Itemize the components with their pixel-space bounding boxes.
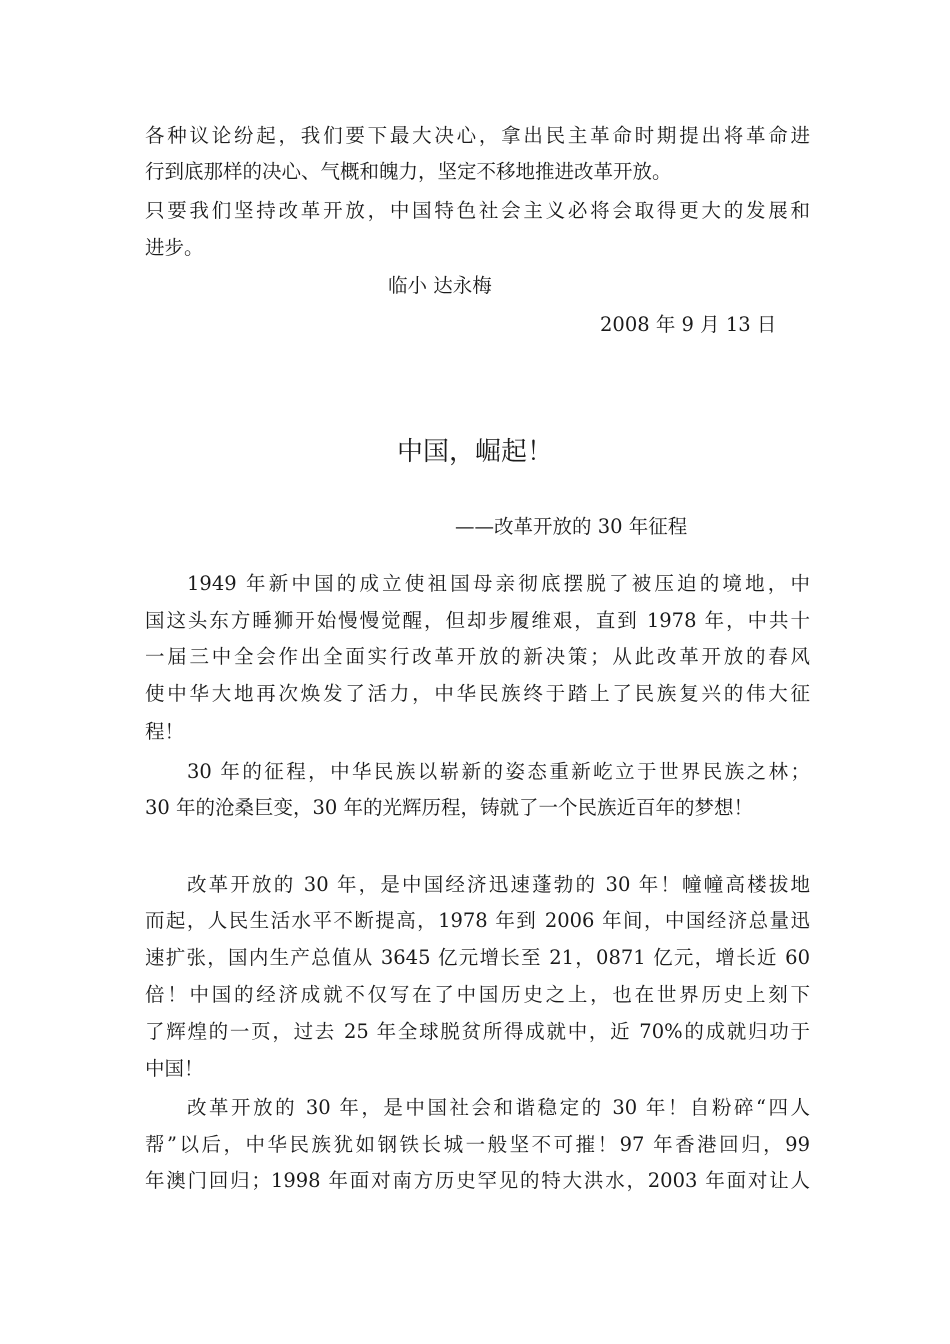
- essay-subtitle: ——改革开放的 30 年征程: [455, 515, 688, 538]
- intro-line-2: 行到底那样的决心、气概和魄力，坚定不移地推进改革开放。: [145, 160, 672, 183]
- paragraph4-line-3: 年澳门回归；1998 年面对南方历史罕见的特大洪水，2003 年面对让人: [145, 1169, 810, 1192]
- paragraph3-line-4: 倍！中国的经济成就不仅写在了中国历史之上，也在世界历史上刻下: [145, 983, 810, 1006]
- paragraph1-line-2: 国这头东方睡狮开始慢慢觉醒，但却步履维艰，直到 1978 年，中共十: [145, 609, 810, 632]
- paragraph1-line-5: 程！: [145, 720, 185, 743]
- paragraph1-line-1: 1949 年新中国的成立使祖国母亲彻底摆脱了被压迫的境地，中: [187, 572, 810, 595]
- paragraph2-line-1: 30 年的征程，中华民族以崭新的姿态重新屹立于世界民族之林；: [187, 760, 810, 783]
- paragraph4-line-2: 帮”以后，中华民族犹如钢铁长城一般坚不可摧！97 年香港回归，99: [145, 1133, 810, 1156]
- intro-line-4: 进步。: [145, 236, 204, 259]
- paragraph3-line-5: 了辉煌的一页，过去 25 年全球脱贫所得成就中，近 70%的成就归功于: [145, 1020, 810, 1043]
- essay-title: 中国，崛起！: [396, 437, 553, 467]
- paragraph1-line-3: 一届三中全会作出全面实行改革开放的新决策；从此改革开放的春风: [145, 645, 810, 668]
- intro-line-1: 各种议论纷起，我们要下最大决心，拿出民主革命时期提出将革命进: [145, 124, 810, 147]
- author-signature: 临小 达永梅: [388, 274, 492, 297]
- paragraph3-line-6: 中国！: [145, 1057, 204, 1080]
- paragraph3-line-2: 而起，人民生活水平不断提高，1978 年到 2006 年间，中国经济总量迅: [145, 909, 810, 932]
- paragraph4-line-1: 改革开放的 30 年，是中国社会和谐稳定的 30 年！自粉碎“四人: [187, 1096, 810, 1119]
- signature-date: 2008 年 9 月 13 日: [600, 313, 777, 336]
- paragraph1-line-4: 使中华大地再次焕发了活力，中华民族终于踏上了民族复兴的伟大征: [145, 682, 810, 705]
- intro-line-3: 只要我们坚持改革开放，中国特色社会主义必将会取得更大的发展和: [145, 199, 810, 222]
- paragraph3-line-3: 速扩张，国内生产总值从 3645 亿元增长至 21，0871 亿元，增长近 60: [145, 946, 810, 969]
- paragraph3-line-1: 改革开放的 30 年，是中国经济迅速蓬勃的 30 年！幢幢高楼拔地: [187, 873, 810, 896]
- paragraph2-line-2: 30 年的沧桑巨变，30 年的光辉历程，铸就了一个民族近百年的梦想！: [145, 796, 754, 819]
